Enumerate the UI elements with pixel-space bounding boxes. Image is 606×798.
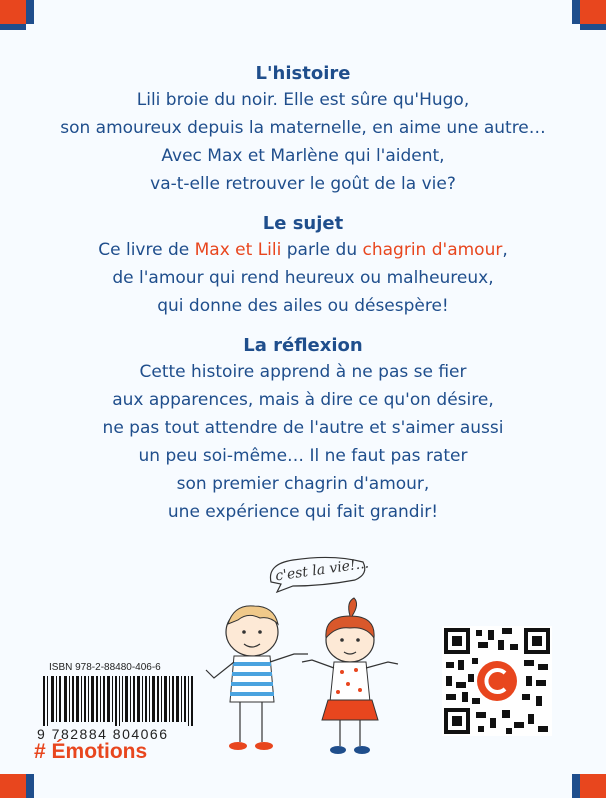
- blurb: [40, 62, 566, 540]
- category-hashtag: # Émotions: [34, 740, 148, 763]
- ean-number: 9 782884 804066: [37, 726, 169, 742]
- isbn-text: ISBN 978-2-88480-406-6: [49, 662, 161, 673]
- corner-decoration: [580, 774, 606, 798]
- corner-decoration: [580, 24, 606, 30]
- barcode: [33, 662, 203, 744]
- text-line: va-t-elle retrouver le goût de la vie?: [150, 174, 456, 194]
- text-run: parle du: [281, 240, 363, 260]
- corner-decoration: [572, 0, 580, 24]
- text-line: son premier chagrin d'amour,: [176, 474, 430, 494]
- highlight-chagrin-damour: chagrin d'amour: [362, 240, 503, 260]
- highlight-max-et-lili: Max et Lili: [194, 240, 282, 260]
- text-line: Lili broie du noir. Elle est sûre qu'Hugo,: [136, 90, 470, 110]
- max-figure: [206, 606, 308, 750]
- text-run: ,: [502, 240, 508, 260]
- text-line: de l'amour qui rend heureux ou malheureux,: [112, 268, 494, 288]
- corner-decoration: [572, 774, 580, 798]
- speech-text: c'est la vie!...: [274, 555, 370, 585]
- section-heading: L'histoire: [255, 63, 351, 84]
- text-run: Ce livre de: [98, 240, 195, 260]
- text-line: un peu soi-même… Il ne faut pas rater: [138, 446, 468, 466]
- text-line: son amoureux depuis la maternelle, en aime une autre…: [60, 118, 546, 138]
- barcode-bars: [35, 676, 201, 726]
- corner-decoration: [26, 774, 34, 798]
- text-line: [40, 236, 566, 264]
- lili-figure: [302, 598, 398, 754]
- text-line: aux apparences, mais à dire ce qu'on désire,: [112, 390, 494, 410]
- illustration-max-et-lili: [200, 590, 420, 760]
- section-sujet: [40, 212, 566, 320]
- qr-code-icon: [442, 626, 552, 736]
- section-heading: Le sujet: [262, 213, 344, 234]
- section-histoire: [40, 62, 566, 198]
- corner-decoration: [0, 774, 26, 798]
- corner-decoration: [580, 0, 606, 24]
- corner-decoration: [26, 0, 34, 24]
- logo-c-icon: [477, 661, 517, 701]
- text-line: Avec Max et Marlène qui l'aident,: [161, 146, 445, 166]
- corner-decoration: [0, 24, 26, 30]
- section-reflexion: [40, 334, 566, 526]
- speech-bubble: [263, 552, 371, 594]
- section-heading: La réflexion: [243, 335, 363, 356]
- characters-illustration: [200, 590, 420, 760]
- text-line: une expérience qui fait grandir!: [167, 502, 439, 522]
- text-line: Cette histoire apprend à ne pas se fier: [139, 362, 467, 382]
- corner-decoration: [0, 0, 26, 24]
- text-line: ne pas tout attendre de l'autre et s'aimer aussi: [102, 418, 504, 438]
- text-line: qui donne des ailes ou désespère!: [157, 296, 449, 316]
